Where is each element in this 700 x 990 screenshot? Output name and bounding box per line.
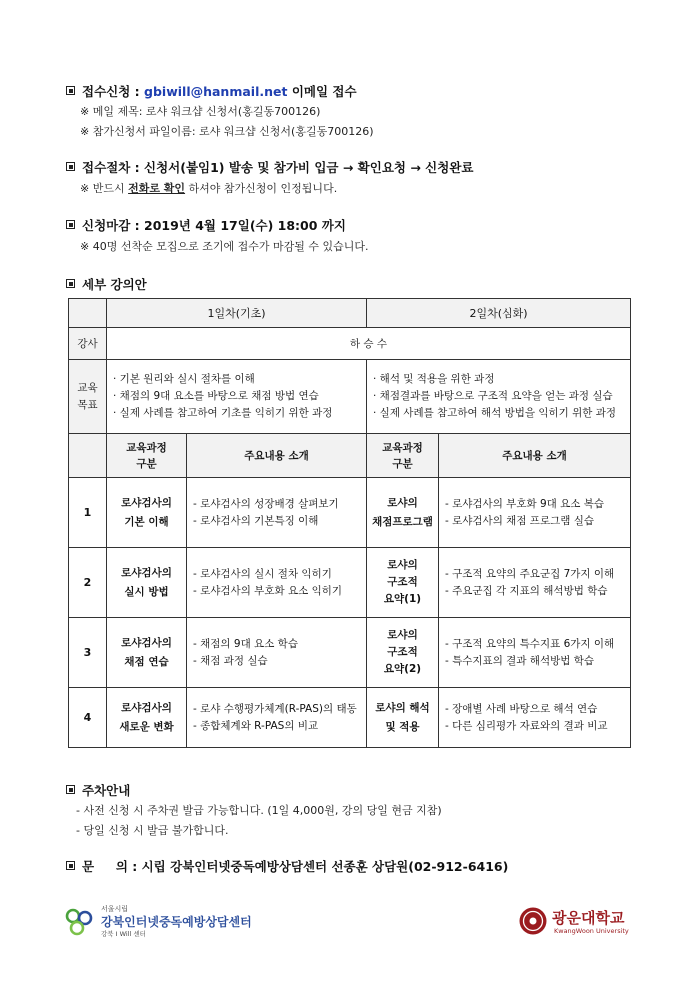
- procedure-note: [80, 180, 337, 196]
- day2-goal-item: · 채점결과를 바탕으로 구조적 요약을 얻는 과정 실습: [373, 390, 613, 402]
- registration-email-link[interactable]: gbiwill@hanmail.net: [144, 84, 288, 99]
- course-name-line: 요약(2): [383, 663, 422, 675]
- contact-heading: [66, 857, 508, 875]
- registration-suffix: 이메일 접수: [287, 84, 357, 99]
- course-name-line: 요약(1): [383, 593, 422, 605]
- table-header-row: [69, 299, 631, 328]
- content-item: - 특수지표의 결과 해석방법 학습: [445, 654, 594, 667]
- lecturer-label: 강사: [69, 328, 107, 360]
- parking-line-1: - 사전 신청 시 주차권 발급 가능합니다. (1일 4,000원, 강의 당일 현금 지참): [76, 804, 442, 817]
- row-number: 2: [69, 548, 107, 618]
- left-logo-top-text: 서울시립: [101, 905, 129, 913]
- content-item: - 장애별 사례 바탕으로 해석 연습: [445, 702, 598, 715]
- day2-goal-item: · 해석 및 적용을 위한 과정: [373, 373, 495, 385]
- gangbuk-logo-icon: [63, 908, 97, 938]
- course-header-line-1: 교육과정: [382, 441, 423, 454]
- course-header-line-1: 교육과정: [126, 441, 167, 454]
- row-number: 3: [69, 618, 107, 688]
- content-item: - 로샤검사의 부호화 9대 요소 복습: [445, 497, 605, 510]
- day2-header: 2일차(심화): [367, 299, 631, 328]
- course-name-line: 채점 연습: [124, 655, 169, 668]
- procedure-text: 접수절차 : 신청서(붙임1) 발송 및 참가비 입금 → 확인요청 → 신청완료: [82, 160, 474, 175]
- day2-content-cell: [439, 548, 631, 618]
- content-item: - 로샤검사의 성장배경 살펴보기: [193, 497, 339, 510]
- goals-label-line-1: 교육: [77, 381, 98, 394]
- registration-note-1: ※ 메일 제목: 로샤 워크샵 신청서(홍길동700126): [80, 105, 321, 118]
- course-name-line: 채점프로그램: [372, 515, 433, 528]
- right-logo-main-text: 광운대학교: [552, 909, 625, 927]
- course-name-line: 및 적용: [385, 720, 420, 733]
- day2-content-cell: [439, 618, 631, 688]
- square-bullet-icon: [66, 279, 75, 288]
- day1-course-header: [107, 434, 187, 478]
- curriculum-table: [68, 298, 631, 748]
- day2-goal-item: · 실제 사례를 참고하여 해석 방법을 익히기 위한 과정: [373, 407, 617, 419]
- course-name-line: 기본 이해: [124, 515, 169, 528]
- square-bullet-icon: [66, 220, 75, 229]
- curriculum-rows: [69, 478, 631, 748]
- left-logo-main-text: 강북인터넷중독예방상담센터: [101, 915, 252, 929]
- registration-label: 접수신청 :: [82, 84, 145, 99]
- course-name-line: 로샤검사의: [121, 636, 172, 649]
- lecturer-name: 하 승 수: [107, 328, 631, 360]
- right-logo-sub-text: KwangWoon University: [554, 927, 629, 935]
- course-name-line: 구조적: [387, 576, 418, 588]
- kwangwoon-emblem-icon: [518, 906, 548, 936]
- course-name-line: 로샤의: [387, 559, 418, 571]
- square-bullet-icon: [66, 162, 75, 171]
- procedure-heading: [66, 158, 473, 176]
- square-bullet-icon: [66, 86, 75, 95]
- goals-row: [69, 360, 631, 434]
- subheader-row: [69, 434, 631, 478]
- content-item: - 주요군집 각 지표의 해석방법 학습: [445, 584, 608, 597]
- content-item: - 로샤검사의 부호화 요소 익히기: [193, 584, 342, 597]
- content-item: - 구조적 요약의 주요군집 7가지 이해: [445, 567, 615, 580]
- curriculum-row: [69, 618, 631, 688]
- day2-goals: [367, 360, 631, 434]
- day1-content-cell: [187, 548, 367, 618]
- day1-course-cell: [107, 548, 187, 618]
- course-name-line: 로샤의 해석: [375, 701, 430, 714]
- day1-goal-item: · 실제 사례를 참고하여 기초를 익히기 위한 과정: [113, 407, 333, 419]
- deadline-heading: [66, 216, 346, 234]
- day2-content-cell: [439, 688, 631, 748]
- procedure-note-prefix: ※ 반드시: [80, 182, 129, 195]
- contact-text: 문 의 : 시립 강북인터넷중독예방상담센터 선종훈 상담원(02-912-6416): [82, 859, 509, 874]
- day2-course-cell: [367, 478, 439, 548]
- day2-course-cell: [367, 548, 439, 618]
- day1-content-cell: [187, 688, 367, 748]
- day1-course-cell: [107, 688, 187, 748]
- course-name-line: 새로운 변화: [119, 720, 174, 733]
- curriculum-row: [69, 548, 631, 618]
- subheader-empty-cell: [69, 434, 107, 478]
- course-name-line: 로샤의: [387, 496, 418, 509]
- row-number: 4: [69, 688, 107, 748]
- curriculum-title: 세부 강의안: [82, 277, 147, 292]
- day1-content-cell: [187, 478, 367, 548]
- content-item: - 로샤검사의 기본특징 이해: [193, 514, 319, 527]
- content-item: - 종합체계와 R-PAS의 비교: [193, 719, 319, 732]
- curriculum-row: [69, 478, 631, 548]
- day2-course-cell: [367, 618, 439, 688]
- lecturer-row: [69, 328, 631, 360]
- parking-heading: [66, 781, 130, 799]
- header-empty-cell: [69, 299, 107, 328]
- day1-goals: [107, 360, 367, 434]
- day2-course-cell: [367, 688, 439, 748]
- day1-goal-item: · 기본 원리와 실시 절차를 이해: [113, 373, 255, 385]
- parking-line-2: - 당일 신청 시 발급 불가합니다.: [76, 824, 229, 837]
- course-name-line: 로샤의: [387, 629, 418, 641]
- content-item: - 로샤 수행평가체계(R-PAS)의 태동: [193, 702, 357, 715]
- row-number: 1: [69, 478, 107, 548]
- deadline-text: 신청마감 : 2019년 4월 17일(수) 18:00 까지: [82, 218, 346, 233]
- goals-label-line-2: 목표: [77, 398, 98, 411]
- curriculum-heading: [66, 275, 147, 293]
- course-header-line-2: 구분: [136, 457, 157, 470]
- day1-course-cell: [107, 478, 187, 548]
- day1-goal-item: · 채점의 9대 요소를 바탕으로 채점 방법 연습: [113, 390, 319, 402]
- day1-header: 1일차(기초): [107, 299, 367, 328]
- content-item: - 구조적 요약의 특수지표 6가지 이해: [445, 637, 615, 650]
- day1-course-cell: [107, 618, 187, 688]
- course-name-line: 로샤검사의: [121, 496, 172, 509]
- curriculum-row: [69, 688, 631, 748]
- left-logo-sub-text: 강북 I Will 센터: [101, 930, 146, 938]
- day1-content-header: 주요내용 소개: [187, 434, 367, 478]
- content-item: - 다른 심리평가 자료와의 결과 비교: [445, 719, 608, 732]
- kwangwoon-university-logo: [518, 905, 638, 939]
- registration-note-2: ※ 참가신청서 파일이름: 로샤 워크샵 신청서(홍길동700126): [80, 125, 374, 138]
- course-name-line: 구조적: [387, 646, 418, 658]
- gangbuk-center-logo: [63, 904, 263, 940]
- content-item: - 채점의 9대 요소 학습: [193, 637, 298, 650]
- procedure-note-suffix: 하셔야 참가신청이 인정됩니다.: [185, 182, 338, 195]
- day1-content-cell: [187, 618, 367, 688]
- content-item: - 로샤검사의 채점 프로그램 실습: [445, 514, 594, 527]
- deadline-note: ※ 40명 선착순 모집으로 조기에 접수가 마감될 수 있습니다.: [80, 240, 369, 253]
- square-bullet-icon: [66, 861, 75, 870]
- procedure-note-emphasis: 전화로 확인: [128, 182, 186, 195]
- day2-content-cell: [439, 478, 631, 548]
- course-name-line: 로샤검사의: [121, 566, 172, 579]
- goals-label: [69, 360, 107, 434]
- course-name-line: 실시 방법: [124, 585, 169, 598]
- course-name-line: 로샤검사의: [121, 701, 172, 714]
- day2-content-header: 주요내용 소개: [439, 434, 631, 478]
- registration-heading: [66, 82, 357, 100]
- day2-course-header: [367, 434, 439, 478]
- parking-title: 주차안내: [82, 783, 131, 798]
- square-bullet-icon: [66, 785, 75, 794]
- content-item: - 로샤검사의 실시 절차 익히기: [193, 567, 332, 580]
- content-item: - 채점 과정 실습: [193, 654, 268, 667]
- course-header-line-2: 구분: [392, 457, 413, 470]
